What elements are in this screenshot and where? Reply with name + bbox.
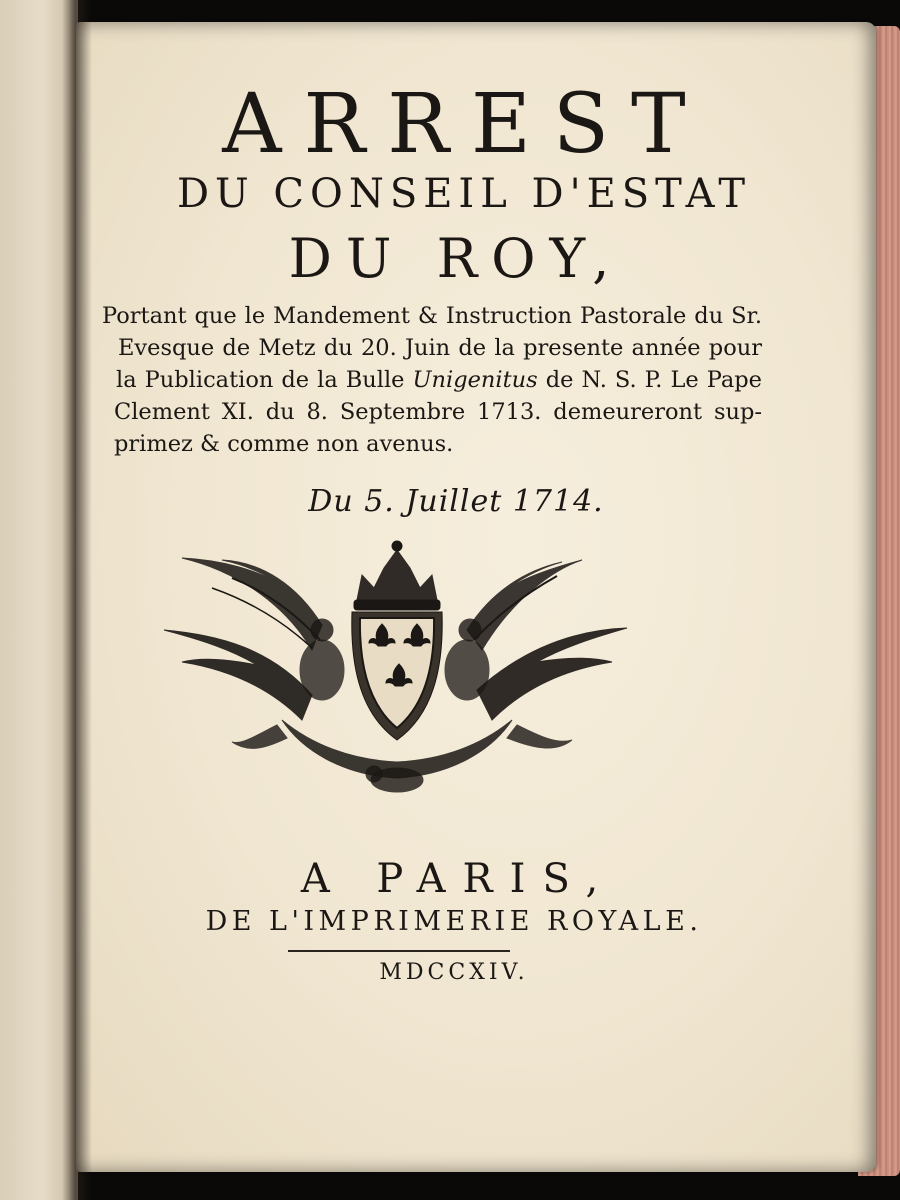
book-gutter-shadow bbox=[62, 0, 92, 1200]
summary-line-3 bbox=[102, 364, 762, 396]
document-title: ARREST bbox=[222, 77, 708, 172]
summary-line-3a: la Publication de la Bulle bbox=[116, 367, 405, 393]
summary-line-3b: de N. S. P. Le Pape bbox=[545, 367, 762, 393]
bull-name: Unigenitus bbox=[412, 367, 538, 393]
decree-date: Du 5. Juillet 1714. bbox=[308, 484, 604, 519]
summary-line-2: Evesque de Metz du 20. Juin de la presente année pour bbox=[118, 335, 762, 361]
royal-arms-with-angels-icon bbox=[162, 530, 632, 800]
subtitle-conseil: DU CONSEIL D'ESTAT bbox=[176, 171, 752, 217]
imprint-year: MDCCXIV. bbox=[379, 960, 529, 985]
summary-line-5: primez & comme non avenus. bbox=[114, 431, 454, 457]
decree-summary bbox=[102, 300, 762, 460]
title-page bbox=[76, 22, 876, 1172]
subtitle-roy: DU ROY, bbox=[288, 227, 624, 290]
imprint-rule bbox=[288, 950, 510, 952]
summary-line-1: Portant que le Mandement & Instruction Pastorale du Sr. bbox=[102, 303, 762, 329]
imprint-printer: DE L'IMPRIMERIE ROYALE. bbox=[205, 906, 703, 937]
imprint-place: A PARIS, bbox=[300, 856, 616, 902]
summary-line-4: Clement XI. du 8. Septembre 1713. demeureront sup- bbox=[114, 399, 762, 425]
